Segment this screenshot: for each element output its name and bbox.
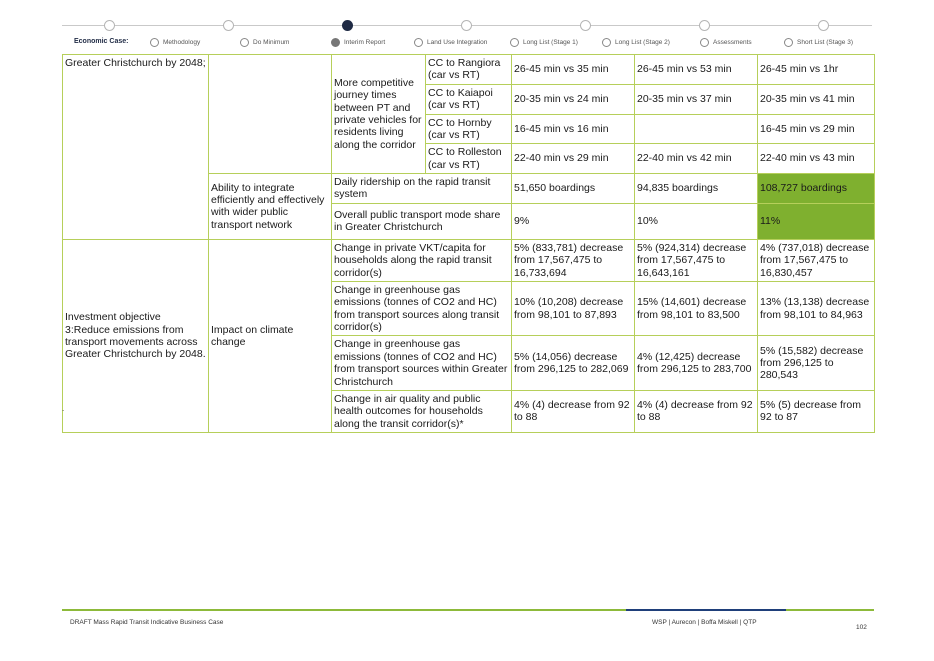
table-row (63, 55, 875, 85)
route-cell: CC to Rangiora (car vs RT) (426, 55, 512, 85)
measure-cell: Change in private VKT/capita for households along the rapid transit corridor(s) (332, 239, 512, 281)
value-cell: 22-40 min vs 42 min (635, 144, 758, 174)
measure-cell: Change in greenhouse gas emissions (tonnes of CO2 and HC) from transport sources along transit corridor(s) (332, 281, 512, 336)
assessment-table (62, 54, 875, 433)
nav-step-label: Long List (Stage 2) (615, 39, 670, 46)
nav-step-land-use-integration[interactable] (414, 38, 487, 47)
value-cell: 4% (12,425) decrease from 296,125 to 283,700 (635, 336, 758, 391)
value-cell: 22-40 min vs 29 min (512, 144, 635, 174)
value-cell: 13% (13,138) decrease from 98,101 to 84,963 (758, 281, 875, 336)
climate-criterion-cell: Impact on climate change (209, 239, 332, 432)
footer-rule-green (62, 609, 626, 611)
table-row (63, 239, 875, 281)
criterion-cell-empty (209, 55, 332, 174)
journey-measure-cell: More competitive journey times between PT and private vehicles for residents living along the corridor (332, 55, 426, 174)
value-cell: 94,835 boardings (635, 174, 758, 204)
value-cell: 26-45 min vs 35 min (512, 55, 635, 85)
measure-cell: Change in greenhouse gas emissions (tonnes of CO2 and HC) from transport sources within Greater Christchurch (332, 336, 512, 391)
value-cell: 5% (924,314) decrease from 17,567,475 to 16,643,161 (635, 239, 758, 281)
value-cell: 20-35 min vs 24 min (512, 84, 635, 114)
nav-step-dot-7 (818, 20, 829, 31)
value-cell: 5% (15,582) decrease from 296,125 to 280,543 (758, 336, 875, 391)
value-cell: 5% (14,056) decrease from 296,125 to 282,069 (512, 336, 635, 391)
value-cell: 26-45 min vs 1hr (758, 55, 875, 85)
value-cell: 15% (14,601) decrease from 98,101 to 83,500 (635, 281, 758, 336)
economic-case-label: Economic Case: (74, 38, 129, 45)
nav-step-long-list-2[interactable] (602, 38, 670, 47)
nav-step-dot-5 (580, 20, 591, 31)
footer-rule-green-end (786, 609, 874, 611)
value-cell: 9% (512, 203, 635, 239)
value-cell-highlighted: 11% (758, 203, 875, 239)
nav-step-short-list-3[interactable] (784, 38, 853, 47)
route-cell: CC to Hornby (car vs RT) (426, 114, 512, 144)
value-cell: 10% (10,208) decrease from 98,101 to 87,893 (512, 281, 635, 336)
nav-step-dot-4 (461, 20, 472, 31)
nav-step-dot-3-current (342, 20, 353, 31)
consultants-credit: WSP | Aurecon | Boffa Miskell | QTP (652, 619, 757, 626)
value-cell: 26-45 min vs 53 min (635, 55, 758, 85)
value-cell: 20-35 min vs 37 min (635, 84, 758, 114)
value-cell-highlighted: 108,727 boardings (758, 174, 875, 204)
radio-icon (240, 38, 249, 47)
radio-icon (602, 38, 611, 47)
footer-rule-blue (626, 609, 786, 611)
nav-step-dot-1 (104, 20, 115, 31)
mode-share-measure-cell: Overall public transport mode share in Greater Christchurch (332, 203, 512, 239)
nav-step-interim-report[interactable] (331, 38, 385, 47)
value-cell: 16-45 min vs 29 min (758, 114, 875, 144)
integration-criterion-cell: Ability to integrate efficiently and effectively with wider public transport network (209, 174, 332, 240)
radio-icon (150, 38, 159, 47)
value-cell: 22-40 min vs 43 min (758, 144, 875, 174)
nav-step-label: Assessments (713, 39, 752, 46)
radio-icon (784, 38, 793, 47)
radio-icon (510, 38, 519, 47)
value-cell: 20-35 min vs 41 min (758, 84, 875, 114)
nav-step-dot-2 (223, 20, 234, 31)
value-cell: 4% (737,018) decrease from 17,567,475 to 16,830,457 (758, 239, 875, 281)
radio-selected-icon (331, 38, 340, 47)
value-cell: 4% (4) decrease from 92 to 88 (512, 390, 635, 432)
value-cell (635, 114, 758, 144)
document-title: DRAFT Mass Rapid Transit Indicative Business Case (70, 619, 224, 626)
measure-cell: Change in air quality and public health outcomes for households along the transit corridor(s)* (332, 390, 512, 432)
investment-objective-2-cell: Greater Christchurch by 2048; (63, 55, 209, 240)
route-cell: CC to Rolleston (car vs RT) (426, 144, 512, 174)
value-cell: 4% (4) decrease from 92 to 88 (635, 390, 758, 432)
ridership-measure-cell: Daily ridership on the rapid transit system (332, 174, 512, 204)
value-cell: 5% (833,781) decrease from 17,567,475 to 16,733,694 (512, 239, 635, 281)
value-cell: 5% (5) decrease from 92 to 87 (758, 390, 875, 432)
value-cell: 10% (635, 203, 758, 239)
economic-case-nav (62, 18, 872, 50)
nav-step-long-list-1[interactable] (510, 38, 578, 47)
route-cell: CC to Kaiapoi (car vs RT) (426, 84, 512, 114)
nav-step-label: Methodology (163, 39, 201, 46)
nav-step-do-minimum[interactable] (240, 38, 289, 47)
nav-step-label: Long List (Stage 1) (523, 39, 578, 46)
value-cell: 16-45 min vs 16 min (512, 114, 635, 144)
value-cell: 51,650 boardings (512, 174, 635, 204)
nav-steps (62, 38, 872, 50)
nav-step-label: Do Minimum (253, 39, 290, 46)
nav-step-label: Interim Report (344, 39, 386, 46)
radio-icon (700, 38, 709, 47)
nav-step-label: Short List (Stage 3) (797, 39, 853, 46)
radio-icon (414, 38, 423, 47)
investment-objective-3-cell: Investment objective 3:Reduce emissions from transport movements across Greater Christchurch by 2048. (63, 239, 209, 432)
nav-step-assessments[interactable] (700, 38, 752, 47)
nav-step-dot-6 (699, 20, 710, 31)
stray-dot: . (62, 404, 65, 413)
page-number: 102 (856, 624, 867, 631)
nav-step-methodology[interactable] (150, 38, 200, 47)
nav-step-label: Land Use Integration (427, 39, 488, 46)
